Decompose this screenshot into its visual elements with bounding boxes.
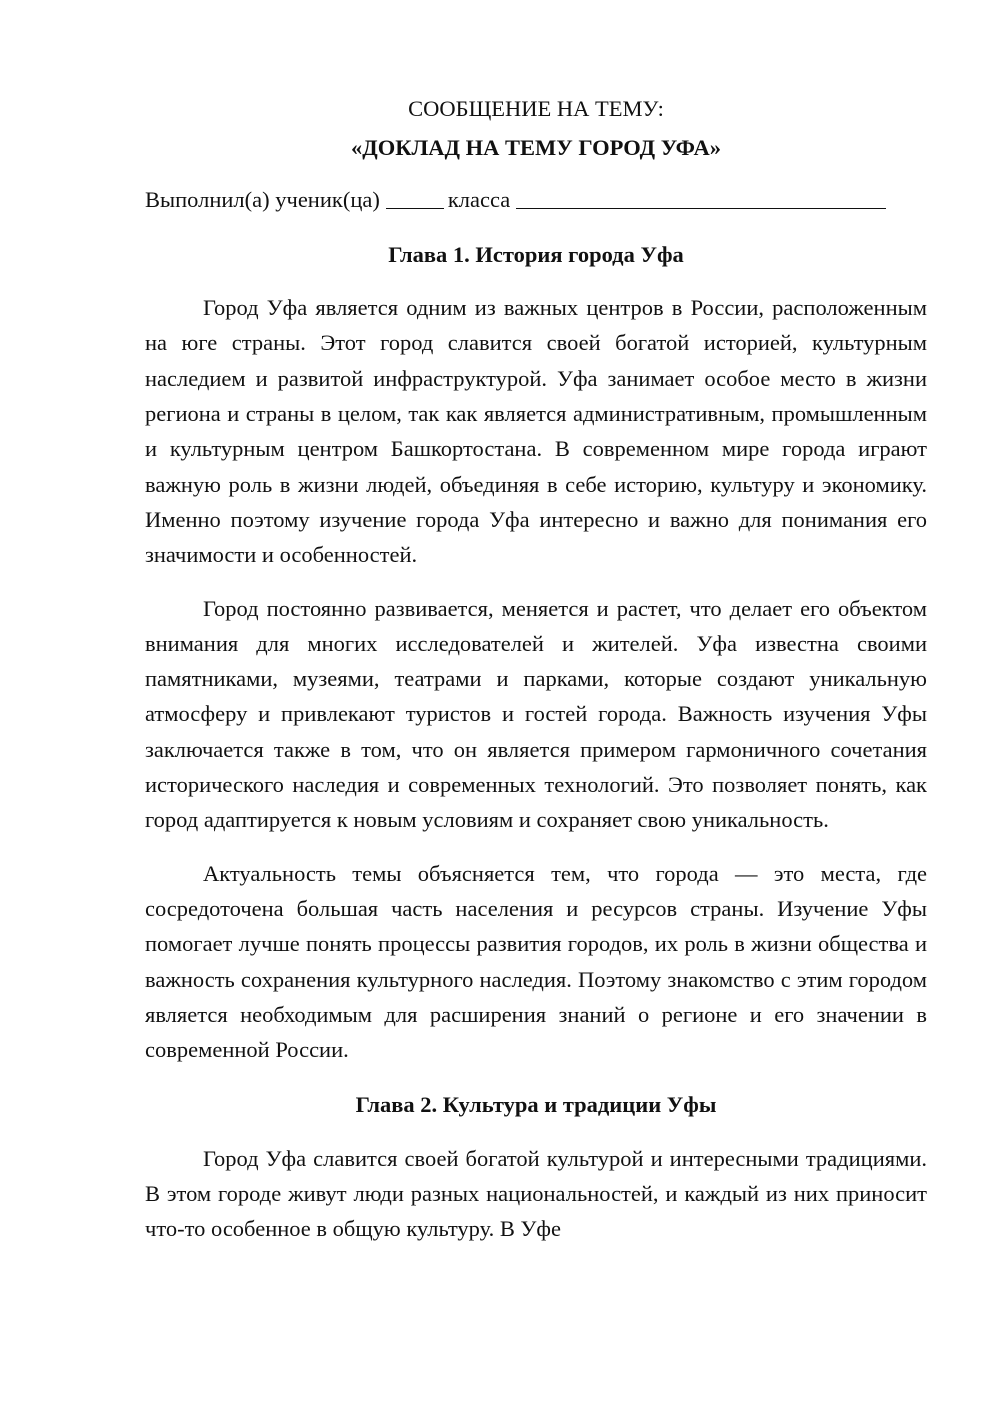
chapter-1-heading: Глава 1. История города Уфа <box>388 241 684 267</box>
paragraph: Город Уфа славится своей богатой культурой и интересными традициями. В этом городе живут люди разных национальностей, и каждый из них приносит что-то особенное в общую культуру. В Уфе <box>145 1145 927 1242</box>
document-title: СООБЩЕНИЕ НА ТЕМУ: <box>408 96 664 121</box>
paragraph: Город Уфа является одним из важных центров в России, расположенным на юге страны. Этот город славится своей богатой историей, культурным наследием и развитой инфраструктурой. Уфа занимает особое место в жизни региона и страны в целом, так как является административным, промышленным и культурным центром Башкортостана. В современном мире города играют важную роль в жизни людей, объединяя в себе историю, культуру и экономику. Именно поэтому изучение города Уфа интересно и важно для понимания его значимости и особенностей. <box>145 295 927 568</box>
paragraph: Город постоянно развивается, меняется и растет, что делает его объектом внимания для многих исследователей и жителей. Уфа известна своими памятниками, музеями, театрами и парками, которые создают уникальную атмосферу и привлекают туристов и гостей города. Важность изучения Уфы заключается также в том, что он является примером гармоничного сочетания исторического наследия и современных технологий. Это позволяет понять, как город адаптируется к новым условиям и сохраняет свою уникальность. <box>145 595 927 833</box>
document-page <box>145 88 927 1247</box>
document-subtitle: «ДОКЛАД НА ТЕМУ ГОРОД УФА» <box>350 135 722 161</box>
class-label: класса <box>447 186 511 212</box>
student-info-line <box>145 182 927 217</box>
student-label: Выполнил(а) ученик(ца) <box>145 186 380 212</box>
chapter-2-heading: Глава 2. Культура и традиции Уфы <box>355 1092 717 1118</box>
class-blank-field[interactable] <box>516 188 886 209</box>
student-blank-field[interactable] <box>386 188 444 209</box>
paragraph: Актуальность темы объясняется тем, что города — это места, где сосредоточена большая часть населения и ресурсов страны. Изучение Уфы помогает лучше понять процессы развития городов, их роль в жизни общества и важность сохранения культурного наследия. Поэтому знакомство с этим городом является необходимым для расширения знаний о регионе и его значении в современной России. <box>145 860 927 1063</box>
